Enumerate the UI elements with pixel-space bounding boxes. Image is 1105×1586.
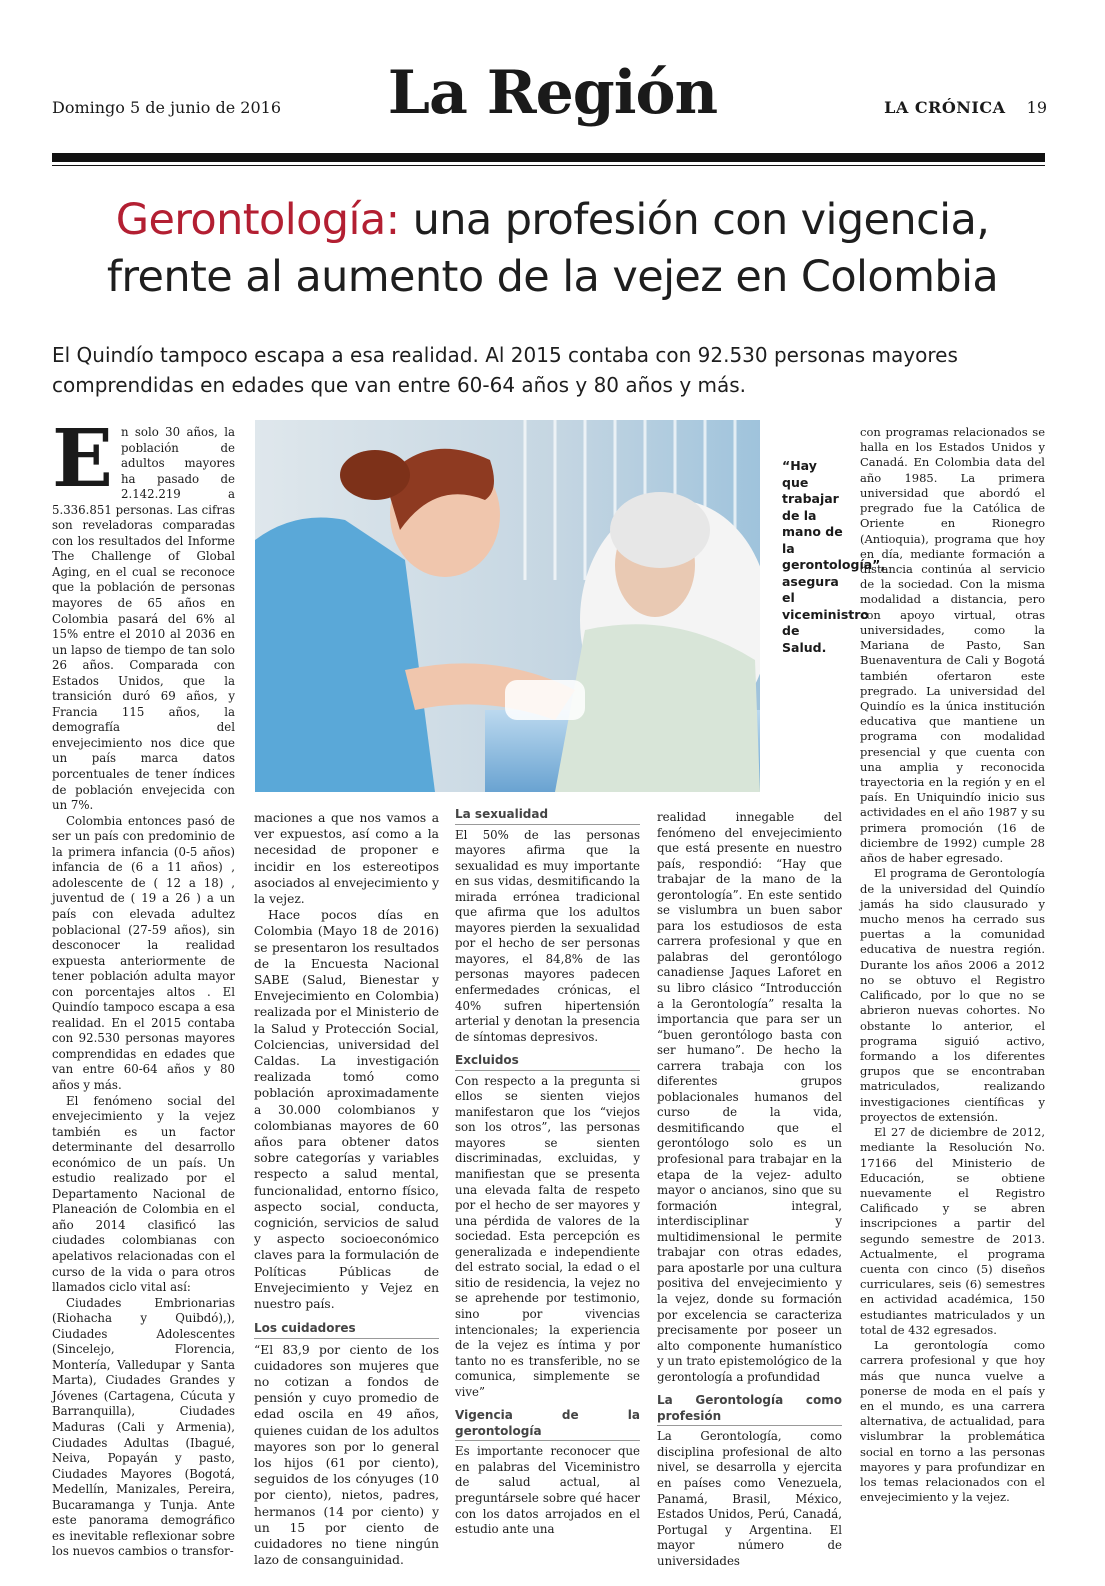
page-number: 19 bbox=[1026, 98, 1047, 117]
subhead-cuidadores: Los cuidadores bbox=[254, 1320, 439, 1338]
paragraph: Hace pocos días en Colombia (Mayo 18 de 2016) se presentaron los resultados de la Encuesta Nacional SABE (Salud, Bienestar y Envejecimiento en Colombia) realizada por el Ministerio de la Salud y Protección Social, Colciencias, universidad del Caldas. La investigación realizada tomó como población aproximadamente a 30.000 colombianos y colombianas mayores de 60 años para obtener datos sobre categorías y variables respecto a salud mental, funcionalidad, entorno físico, aspecto social, conducta, cognición, servicios de salud y aspecto socioeconómico claves para la formulación de Políticas Públicas de Envejecimiento y Vejez en nuestro país. bbox=[254, 908, 439, 1312]
headline-rest: una profesión con vigencia, bbox=[399, 195, 990, 245]
header-rule-thin bbox=[52, 165, 1045, 166]
subhead-sexualidad: La sexualidad bbox=[455, 807, 640, 825]
nurse-and-elderly-patient-photo bbox=[255, 420, 760, 792]
paragraph: realidad innegable del fenómeno del envejecimiento que está presente en nuestro país, respondió: “Hay que trabajar de la mano de la gerontología”. En este sentido se vislumbra un buen sabor para los estudiosos de esta carrera profesional y que en palabras del gerontólogo canadiense Jaques Laforet en su libro clásico “Introducción a la Gerontología” resalta la importancia que para ser un “buen gerontólogo basta con ser humano”. De hecho la carrera trabaja con los diferentes grupos poblacionales humanos del curso de la vida, desmitificando que el gerontólogo solo es un profesional para trabajar en la etapa de la vejez- adulto mayor o ancianos, sino que su formación integral, interdisciplinar y multidimensional le permite trabajar con otras edades, para apostarle por una cultura positiva del envejecimiento y la vejez, donde su formación por excelencia se caracteriza precisamente por poseer un alto componente humanístico y un trato epistemológico de la gerontología a profundidad bbox=[657, 810, 842, 1384]
paragraph: El 27 de diciembre de 2012, mediante la Resolución No. 17166 del Ministerio de Educación, se obtiene nuevamente el Registro Calificado y se abren inscripciones a partir del segundo semestre de 2013. Actualmente, el programa cuenta con cinco (5) diseños curriculares, seis (6) semestres en actividad académica, 150 estudiantes matriculados y un total de 432 egresados. bbox=[860, 1125, 1045, 1337]
paragraph: “El 83,9 por ciento de los cuidadores son mujeres que no cotizan a fondos de pensión y cuyo promedio de edad oscila en 49 años, quienes cuidan de los adultos mayores son por lo general los hijos (61 por ciento), seguidos de los cónyuges (10 por ciento), nietos, padres, hermanos (14 por ciento) y un 15 por ciento de cuidadores no tiene ningún lazo de consanguinidad. bbox=[254, 1342, 439, 1568]
drop-cap: E bbox=[52, 411, 113, 505]
paragraph: Colombia entonces pasó de ser un país con predominio de la primera infancia (0-5 años) infancia de (6 a 11 años) , adolescente de ( 12 a 18) , juventud de ( 19 a 26 ) a un país con elevada adultez poblacional (27-59 años), sin desconocer la realidad expuesta anteriormente de tener población adulta mayor con porcentajes altos . El Quindío tampoco escapa a esa realidad. En el 2015 contaba con 92.530 personas mayores comprendidas en edades que van entre 60-64 años y 80 años y más. bbox=[52, 813, 235, 1092]
photo-illustration bbox=[255, 420, 760, 792]
section-title: La Región bbox=[387, 58, 718, 128]
paragraph: con programas relacionados se halla en los Estados Unidos y Canadá. En Colombia data del año 1985. La primera universidad que abordó el pregrado fue la Católica de Oriente en Rionegro (Antioquia), programa que hoy en día, mediante formación a distancia continúa al servicio de la sociedad. Con la misma modalidad a distancia, pero con apoyo virtual, otras universidades, como la Mariana de Pasto, San Buenaventura de Cali y Bogotá también ofertaron este pregrado. La universidad del Quindío es la única institución educativa que mantiene un programa con modalidad presencial y que cuenta con una amplia y reconocida trayectoria en la región y en el país. En Uniquindío inicio sus actividades en el año 1987 y su primera promoción (16 de diciembre de 1992) cumple 28 años de haber egresado. bbox=[860, 425, 1045, 866]
issue-date: Domingo 5 de junio de 2016 bbox=[52, 98, 281, 117]
paragraph: Es importante reconocer que en palabras del Viceministro de salud actual, al preguntársele sobre qué hacer con los datos arrojados en el estudio ante una bbox=[455, 1444, 640, 1537]
paragraph: Ciudades Embrionarias (Riohacha y Quibdó),), Ciudades Adolescentes (Sincelejo, Florencia, Montería, Valledupar y Santa Marta), Ciudades Grandes y Jóvenes (Cartagena, Cúcuta y Barranquilla), Ciudades Maduras (Cali y Armenia), Ciudades Adultas (Ibagué, Neiva, Popayán y pasto, Ciudades Mayores (Bogotá, Medellín, Manizales, Pereira, Bucaramanga y Tunja. Ante este panorama demográfico es inevitable reflexionar sobre los nuevos cambios o transfor- bbox=[52, 1295, 235, 1559]
column-1 bbox=[52, 411, 235, 1560]
article-headline bbox=[40, 192, 1065, 306]
article-deck: El Quindío tampoco escapa a esa realidad. Al 2015 contaba con 92.530 personas mayores comprendidas en edades que van entre 60-64 años y 80 años y más. bbox=[52, 343, 958, 397]
column-3 bbox=[455, 807, 640, 1538]
subhead-vigencia: Vigencia de la gerontología bbox=[455, 1408, 640, 1441]
column-2 bbox=[254, 810, 439, 1568]
pull-quote: “Hay que trabajar de la mano de la gerontología”, asegura el viceministro de Salud. bbox=[782, 458, 886, 655]
column-5 bbox=[860, 425, 1045, 1506]
column-4 bbox=[657, 810, 842, 1569]
paragraph: Con respecto a la pregunta si ellos se sienten viejos manifestaron que los “viejos son los otros”, las personas mayores se sienten discriminadas, excluidas, y manifiestan que se presenta una elevada falta de respeto por el hecho de ser mayores y una pérdida de valores de la sociedad. Esta percepción es generalizada e independiente del estrato social, la edad o el sitio de residencia, la vejez no se aprehende por testimonio, sino por vivencias intencionales; la experiencia de la vejez es íntima y por tanto no es transferible, no se comunica, simplemente se vive” bbox=[455, 1073, 640, 1399]
paragraph: maciones a que nos vamos a ver expuestos, así como a la necesidad de proponer e incidir en los estereotipos asociados al envejecimiento y la vejez. bbox=[254, 811, 439, 907]
subhead-profesion: La Gerontología como profesión bbox=[657, 1393, 842, 1426]
newspaper-name: LA CRÓNICA bbox=[884, 98, 1006, 117]
header-rule-thick bbox=[52, 153, 1045, 162]
headline-line-2: frente al aumento de la vejez en Colombia bbox=[106, 252, 999, 302]
paragraph: El 50% de las personas mayores afirma que la sexualidad es muy importante en sus vidas, desmitificando la mirada errónea tradicional que afirma que los adultos mayores pierden la sexualidad por el hecho de ser personas mayores, el 84,8% de las personas mayores padecen enfermedades crónicas, el 40% sufren hipertensión arterial y denotan la presencia de síntomas depresivos. bbox=[455, 827, 640, 1044]
headline-line-1 bbox=[40, 192, 1065, 249]
paragraph: El fenómeno social del envejecimiento y la vejez también es un factor determinante del desarrollo económico de un país. Un estudio realizado por el Departamento Nacional de Planeación de Colombia en el año 2014 clasificó las ciudades colombianas con apelativos relacionadas con el curso de la vida o para otros llamados ciclo vital así: bbox=[52, 1093, 235, 1295]
paragraph: El programa de Gerontología de la universidad del Quindío jamás ha sido clausurado y mucho menos ha cerrado sus puertas a la comunidad educativa de nuestra región. Durante los años 2006 a 2012 no se obtuvo el Registro Calificado, por lo que no se abrieron nuevas cohortes. No obstante lo anterior, el programa siguió activo, formando a los diferentes grupos que se encontraban matriculados, realizando investigaciones científicas y proyectos de extensión. bbox=[860, 866, 1045, 1124]
masthead-right bbox=[884, 98, 1047, 117]
paragraph: La gerontología como carrera profesional y que hoy más que nunca vuelve a ponerse de moda en el país y en el mundo, es una carrera alternativa, de actualidad, para vislumbrar la problemática social en torno a las personas mayores y para profundizar en los temas relacionados con el envejecimiento y la vejez. bbox=[860, 1338, 1045, 1505]
subhead-excluidos: Excluidos bbox=[455, 1053, 640, 1071]
headline-lead: Gerontología: bbox=[115, 195, 400, 245]
paragraph: n solo 30 años, la población de adultos mayores ha pasado de 2.142.219 a 5.336.851 personas. Las cifras son reveladoras comparadas con los resultados del Informe The Challenge of Global Aging, en el cual se reconoce que la población de personas mayores de 65 años en Colombia pasará del 6% al 15% entre el 2010 al 2036 en un lapso de tiempo de tan solo 26 años. Comparada con Estados Unidos, que la transición duró 69 años, y Francia 115 años, la demografía del envejecimiento nos dice que un país marca datos porcentuales de tener índices de población envejecida con un 7%. bbox=[52, 425, 235, 813]
paragraph: La Gerontología, como disciplina profesional de alto nivel, se desarrolla y ejercita en países como Venezuela, Panamá, Brasil, México, Estados Unidos, Perú, Canadá, Portugal y Argentina. El mayor número de universidades bbox=[657, 1429, 842, 1568]
